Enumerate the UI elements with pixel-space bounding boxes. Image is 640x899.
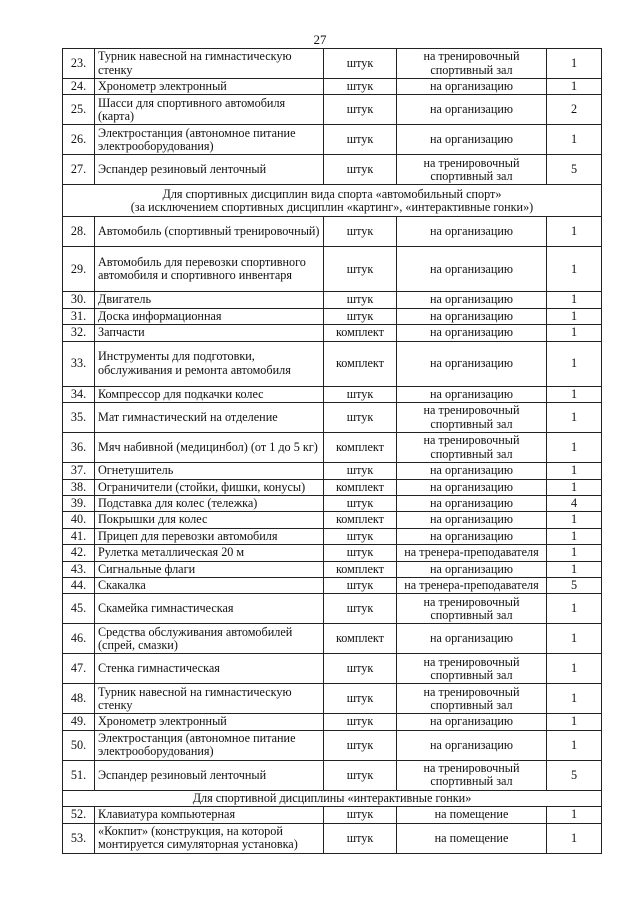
table-row	[63, 714, 602, 730]
table-row	[63, 433, 602, 463]
quantity-cell: 1	[547, 247, 602, 292]
location-cell: на организацию	[397, 561, 547, 577]
row-number: 27.	[63, 155, 95, 185]
table-row	[63, 545, 602, 561]
location-cell: на организацию	[397, 308, 547, 324]
location-cell: на организацию	[397, 79, 547, 95]
row-number: 24.	[63, 79, 95, 95]
item-name: Огнетушитель	[95, 463, 324, 479]
row-number: 39.	[63, 495, 95, 511]
quantity-cell: 5	[547, 578, 602, 594]
row-number: 40.	[63, 512, 95, 528]
unit-cell: штук	[324, 155, 397, 185]
location-cell: на организацию	[397, 325, 547, 341]
quantity-cell: 1	[547, 325, 602, 341]
item-name: Эспандер резиновый ленточный	[95, 760, 324, 790]
item-name: Хронометр электронный	[95, 79, 324, 95]
quantity-cell: 1	[547, 403, 602, 433]
row-number: 53.	[63, 823, 95, 853]
table-row	[63, 49, 602, 79]
item-name: Инструменты для подготовки, обслуживания и ремонта автомобиля	[95, 341, 324, 386]
location-cell: на организацию	[397, 125, 547, 155]
quantity-cell: 1	[547, 654, 602, 684]
section-header-row	[63, 790, 602, 806]
item-name: Турник навесной на гимнастическую стенку	[95, 684, 324, 714]
table-row	[63, 95, 602, 125]
section-header-line: (за исключением спортивных дисциплин «картинг», «интерактивные гонки»)	[130, 199, 534, 214]
item-name: Сигнальные флаги	[95, 561, 324, 577]
row-number: 52.	[63, 807, 95, 823]
item-name: Хронометр электронный	[95, 714, 324, 730]
row-number: 26.	[63, 125, 95, 155]
location-cell: на тренировочный спортивный зал	[397, 433, 547, 463]
table-row	[63, 292, 602, 308]
section-header-line: Для спортивной дисциплины «интерактивные гонки»	[192, 790, 472, 805]
unit-cell: штук	[324, 578, 397, 594]
row-number: 50.	[63, 730, 95, 760]
quantity-cell: 1	[547, 730, 602, 760]
quantity-cell: 1	[547, 217, 602, 247]
row-number: 29.	[63, 247, 95, 292]
unit-cell: штук	[324, 308, 397, 324]
unit-cell: комплект	[324, 512, 397, 528]
table-row	[63, 512, 602, 528]
item-name: Рулетка металлическая 20 м	[95, 545, 324, 561]
location-cell: на тренировочный спортивный зал	[397, 155, 547, 185]
quantity-cell: 1	[547, 125, 602, 155]
row-number: 23.	[63, 49, 95, 79]
row-number: 30.	[63, 292, 95, 308]
table-row	[63, 528, 602, 544]
item-name: Покрышки для колес	[95, 512, 324, 528]
row-number: 37.	[63, 463, 95, 479]
quantity-cell: 5	[547, 760, 602, 790]
location-cell: на тренировочный спортивный зал	[397, 403, 547, 433]
row-number: 33.	[63, 341, 95, 386]
location-cell: на тренировочный спортивный зал	[397, 594, 547, 624]
row-number: 49.	[63, 714, 95, 730]
unit-cell: штук	[324, 654, 397, 684]
quantity-cell: 1	[547, 479, 602, 495]
item-name: Скамейка гимнастическая	[95, 594, 324, 624]
quantity-cell: 1	[547, 49, 602, 79]
equipment-table-body	[63, 49, 602, 854]
section-header-row	[63, 185, 602, 217]
table-row	[63, 730, 602, 760]
item-name: Автомобиль (спортивный тренировочный)	[95, 217, 324, 247]
unit-cell: комплект	[324, 433, 397, 463]
location-cell: на тренера-преподавателя	[397, 545, 547, 561]
item-name: Стенка гимнастическая	[95, 654, 324, 684]
table-row	[63, 495, 602, 511]
quantity-cell: 1	[547, 463, 602, 479]
item-name: Электростанция (автономное питание электрооборудования)	[95, 730, 324, 760]
quantity-cell: 1	[547, 308, 602, 324]
unit-cell: штук	[324, 386, 397, 402]
quantity-cell: 1	[547, 433, 602, 463]
row-number: 25.	[63, 95, 95, 125]
location-cell: на тренировочный спортивный зал	[397, 49, 547, 79]
table-row	[63, 386, 602, 402]
item-name: Запчасти	[95, 325, 324, 341]
unit-cell: штук	[324, 594, 397, 624]
unit-cell: штук	[324, 95, 397, 125]
location-cell: на организацию	[397, 386, 547, 402]
row-number: 36.	[63, 433, 95, 463]
unit-cell: штук	[324, 528, 397, 544]
item-name: Средства обслуживания автомобилей (спрей, смазки)	[95, 624, 324, 654]
unit-cell: штук	[324, 495, 397, 511]
table-row	[63, 561, 602, 577]
item-name: Компрессор для подкачки колес	[95, 386, 324, 402]
unit-cell: штук	[324, 79, 397, 95]
row-number: 38.	[63, 479, 95, 495]
table-row	[63, 594, 602, 624]
unit-cell: штук	[324, 49, 397, 79]
location-cell: на помещение	[397, 823, 547, 853]
row-number: 32.	[63, 325, 95, 341]
item-name: Подставка для колес (тележка)	[95, 495, 324, 511]
unit-cell: штук	[324, 730, 397, 760]
row-number: 34.	[63, 386, 95, 402]
location-cell: на тренировочный спортивный зал	[397, 684, 547, 714]
quantity-cell: 1	[547, 807, 602, 823]
item-name: Доска информационная	[95, 308, 324, 324]
unit-cell: комплект	[324, 325, 397, 341]
unit-cell: штук	[324, 463, 397, 479]
location-cell: на организацию	[397, 247, 547, 292]
location-cell: на организацию	[397, 495, 547, 511]
location-cell: на организацию	[397, 512, 547, 528]
unit-cell: штук	[324, 247, 397, 292]
item-name: Клавиатура компьютерная	[95, 807, 324, 823]
item-name: Турник навесной на гимнастическую стенку	[95, 49, 324, 79]
quantity-cell: 5	[547, 155, 602, 185]
item-name: Мат гимнастический на отделение	[95, 403, 324, 433]
location-cell: на организацию	[397, 714, 547, 730]
location-cell: на помещение	[397, 807, 547, 823]
equipment-table	[62, 48, 602, 854]
location-cell: на организацию	[397, 730, 547, 760]
quantity-cell: 1	[547, 561, 602, 577]
unit-cell: штук	[324, 292, 397, 308]
row-number: 51.	[63, 760, 95, 790]
unit-cell: штук	[324, 714, 397, 730]
unit-cell: комплект	[324, 341, 397, 386]
table-row	[63, 823, 602, 853]
section-header	[63, 185, 602, 217]
unit-cell: штук	[324, 403, 397, 433]
row-number: 31.	[63, 308, 95, 324]
table-row	[63, 341, 602, 386]
table-row	[63, 654, 602, 684]
item-name: Скакалка	[95, 578, 324, 594]
quantity-cell: 1	[547, 79, 602, 95]
location-cell: на организацию	[397, 479, 547, 495]
row-number: 42.	[63, 545, 95, 561]
quantity-cell: 1	[547, 823, 602, 853]
location-cell: на организацию	[397, 217, 547, 247]
location-cell: на тренировочный спортивный зал	[397, 654, 547, 684]
quantity-cell: 2	[547, 95, 602, 125]
table-row	[63, 578, 602, 594]
item-name: Мяч набивной (медицинбол) (от 1 до 5 кг)	[95, 433, 324, 463]
unit-cell: штук	[324, 684, 397, 714]
table-row	[63, 155, 602, 185]
row-number: 46.	[63, 624, 95, 654]
location-cell: на организацию	[397, 528, 547, 544]
quantity-cell: 1	[547, 714, 602, 730]
location-cell: на организацию	[397, 624, 547, 654]
row-number: 45.	[63, 594, 95, 624]
quantity-cell: 1	[547, 386, 602, 402]
table-row	[63, 308, 602, 324]
row-number: 41.	[63, 528, 95, 544]
unit-cell: штук	[324, 760, 397, 790]
quantity-cell: 1	[547, 684, 602, 714]
row-number: 35.	[63, 403, 95, 433]
quantity-cell: 1	[547, 341, 602, 386]
item-name: Автомобиль для перевозки спортивного автомобиля и спортивного инвентаря	[95, 247, 324, 292]
table-row	[63, 760, 602, 790]
quantity-cell: 1	[547, 624, 602, 654]
location-cell: на организацию	[397, 341, 547, 386]
location-cell: на тренера-преподавателя	[397, 578, 547, 594]
unit-cell: штук	[324, 217, 397, 247]
item-name: Ограничители (стойки, фишки, конусы)	[95, 479, 324, 495]
unit-cell: комплект	[324, 624, 397, 654]
row-number: 28.	[63, 217, 95, 247]
quantity-cell: 1	[547, 512, 602, 528]
quantity-cell: 4	[547, 495, 602, 511]
unit-cell: штук	[324, 807, 397, 823]
unit-cell: штук	[324, 125, 397, 155]
table-row	[63, 624, 602, 654]
item-name: Шасси для спортивного автомобиля (карта)	[95, 95, 324, 125]
table-row	[63, 403, 602, 433]
location-cell: на тренировочный спортивный зал	[397, 760, 547, 790]
item-name: Эспандер резиновый ленточный	[95, 155, 324, 185]
row-number: 48.	[63, 684, 95, 714]
table-row	[63, 325, 602, 341]
quantity-cell: 1	[547, 545, 602, 561]
unit-cell: комплект	[324, 561, 397, 577]
row-number: 44.	[63, 578, 95, 594]
location-cell: на организацию	[397, 95, 547, 125]
quantity-cell: 1	[547, 528, 602, 544]
unit-cell: штук	[324, 823, 397, 853]
quantity-cell: 1	[547, 594, 602, 624]
table-row	[63, 79, 602, 95]
item-name: Электростанция (автономное питание электрооборудования)	[95, 125, 324, 155]
table-row	[63, 479, 602, 495]
table-row	[63, 125, 602, 155]
quantity-cell: 1	[547, 292, 602, 308]
location-cell: на организацию	[397, 463, 547, 479]
table-row	[63, 217, 602, 247]
unit-cell: комплект	[324, 479, 397, 495]
table-row	[63, 463, 602, 479]
item-name: Прицеп для перевозки автомобиля	[95, 528, 324, 544]
table-row	[63, 807, 602, 823]
item-name: «Кокпит» (конструкция, на которой монтируется симуляторная установка)	[95, 823, 324, 853]
row-number: 43.	[63, 561, 95, 577]
location-cell: на организацию	[397, 292, 547, 308]
unit-cell: штук	[324, 545, 397, 561]
table-row	[63, 247, 602, 292]
section-header	[63, 790, 602, 806]
section-header-line: Для спортивных дисциплин вида спорта «автомобильный спорт»	[162, 186, 502, 201]
item-name: Двигатель	[95, 292, 324, 308]
table-row	[63, 684, 602, 714]
page-number: 27	[313, 32, 327, 47]
row-number: 47.	[63, 654, 95, 684]
